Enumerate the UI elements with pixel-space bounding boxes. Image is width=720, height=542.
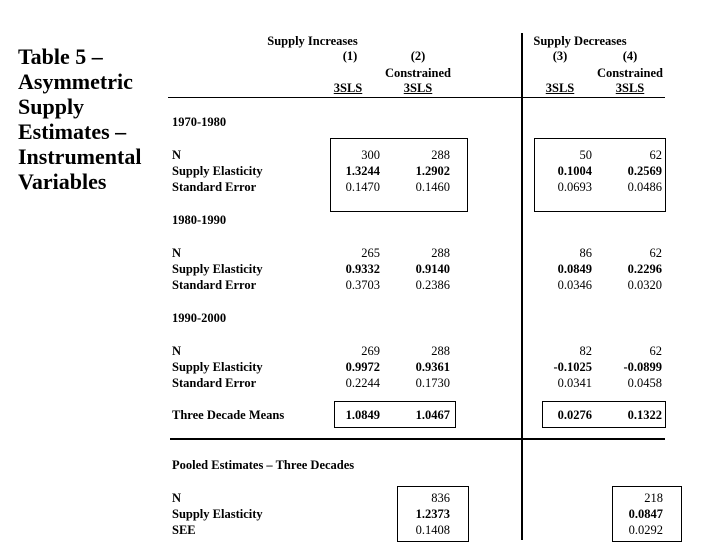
cell: 1.2902 — [415, 164, 450, 178]
cell: 1.0467 — [415, 408, 450, 422]
header-supply-decreases: Supply Decreases — [533, 34, 627, 48]
cell: 1.3244 — [345, 164, 380, 178]
cell: 1.2373 — [415, 507, 450, 521]
cell: 62 — [649, 148, 662, 162]
cell: 62 — [649, 246, 662, 260]
row-label: N — [172, 148, 182, 162]
cell: 0.2244 — [345, 376, 380, 390]
cell: 0.9972 — [345, 360, 380, 374]
cell: 0.0346 — [557, 278, 592, 292]
row-label: N — [172, 491, 182, 505]
cell: 0.9332 — [345, 262, 380, 276]
cell: -0.1025 — [553, 360, 592, 374]
cell: 265 — [361, 246, 380, 260]
row-label: Supply Elasticity — [172, 262, 263, 276]
cell: 50 — [579, 148, 592, 162]
cell: 0.0849 — [557, 262, 592, 276]
row-label: N — [172, 246, 182, 260]
col-3-method: 3SLS — [545, 81, 575, 95]
cell: 0.1470 — [345, 180, 380, 194]
cell: 0.0693 — [557, 180, 592, 194]
cell: 86 — [579, 246, 592, 260]
cell: 82 — [579, 344, 592, 358]
cell: 0.1408 — [415, 523, 450, 537]
cell: 0.2569 — [627, 164, 662, 178]
horizontal-divider — [170, 438, 665, 440]
cell: 0.0486 — [627, 180, 662, 194]
period-1970-1980: 1970-1980 — [172, 115, 227, 129]
row-label: Standard Error — [172, 376, 257, 390]
cell: 300 — [361, 148, 380, 162]
row-label: Standard Error — [172, 180, 257, 194]
cell: -0.0899 — [623, 360, 662, 374]
cell: 0.1730 — [415, 376, 450, 390]
vertical-divider — [521, 33, 523, 540]
row-label: SEE — [172, 523, 196, 537]
header-divider — [168, 97, 665, 98]
row-label: Supply Elasticity — [172, 164, 263, 178]
col-1-number: (1) — [342, 49, 358, 63]
col-2-method: 3SLS — [403, 81, 433, 95]
cell: 0.9140 — [415, 262, 450, 276]
cell: 62 — [649, 344, 662, 358]
row-label: Supply Elasticity — [172, 360, 263, 374]
cell: 288 — [431, 246, 450, 260]
row-label: N — [172, 344, 182, 358]
col-2-constrained: Constrained — [385, 66, 451, 80]
cell: 0.3703 — [345, 278, 380, 292]
slide-title: Table 5 – Asymmetric Supply Estimates – Instrumental Variables — [18, 44, 142, 194]
row-label: Supply Elasticity — [172, 507, 263, 521]
cell: 218 — [644, 491, 663, 505]
pooled-heading: Pooled Estimates – Three Decades — [172, 458, 355, 472]
cell: 836 — [431, 491, 450, 505]
period-1980-1990: 1980-1990 — [172, 213, 227, 227]
col-3-number: (3) — [552, 49, 568, 63]
cell: 269 — [361, 344, 380, 358]
cell: 1.0849 — [345, 408, 380, 422]
cell: 0.9361 — [415, 360, 450, 374]
cell: 0.0847 — [628, 507, 663, 521]
cell: 0.1322 — [627, 408, 662, 422]
cell: 0.0458 — [627, 376, 662, 390]
row-label: Standard Error — [172, 278, 257, 292]
cell: 0.0292 — [628, 523, 663, 537]
cell: 288 — [431, 344, 450, 358]
col-1-method: 3SLS — [333, 81, 363, 95]
cell: 0.2386 — [415, 278, 450, 292]
cell: 288 — [431, 148, 450, 162]
cell: 0.0320 — [627, 278, 662, 292]
cell: 0.1004 — [557, 164, 592, 178]
col-2-number: (2) — [410, 49, 426, 63]
period-1990-2000: 1990-2000 — [172, 311, 227, 325]
col-4-number: (4) — [622, 49, 638, 63]
cell: 0.2296 — [627, 262, 662, 276]
means-label: Three Decade Means — [172, 408, 285, 422]
header-supply-increases: Supply Increases — [267, 34, 358, 48]
col-4-constrained: Constrained — [597, 66, 663, 80]
cell: 0.1460 — [415, 180, 450, 194]
cell: 0.0341 — [557, 376, 592, 390]
cell: 0.0276 — [557, 408, 592, 422]
col-4-method: 3SLS — [615, 81, 645, 95]
